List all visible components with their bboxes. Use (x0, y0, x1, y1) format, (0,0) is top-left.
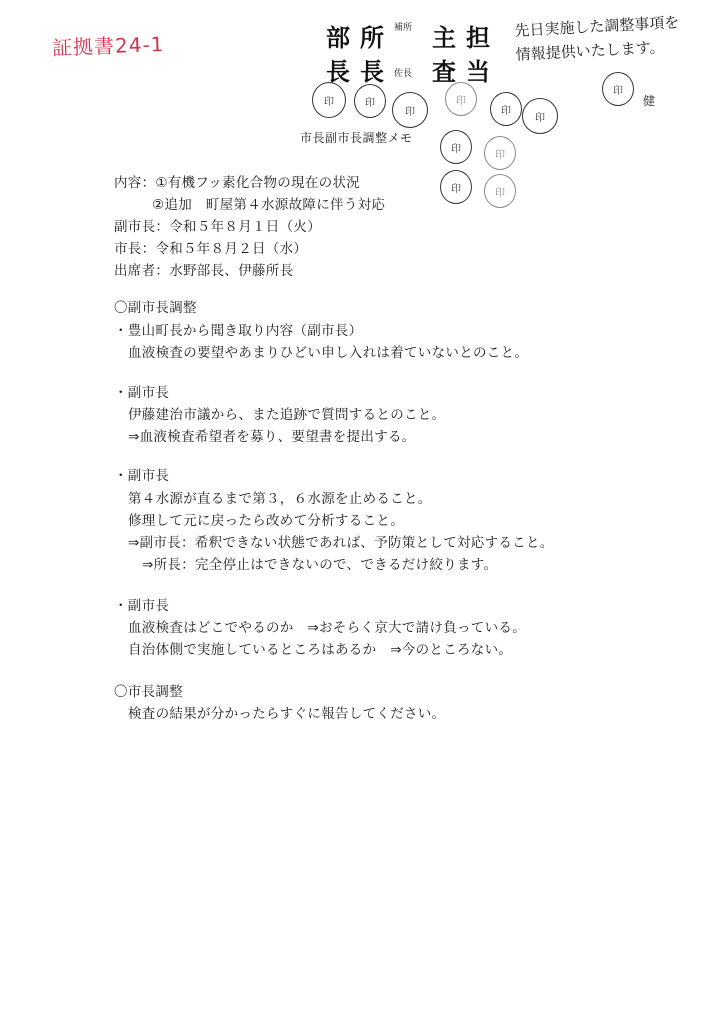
hanko-seal: 印 (445, 82, 477, 116)
section-text: ⇒副市長：希釈できない状態であれば、予防策として対応すること。 (128, 535, 554, 551)
approval-headers (322, 18, 504, 88)
hanko-seal: 印 (440, 130, 472, 164)
header-cho-right: 長 (360, 57, 384, 86)
exhibit-mark: 証拠書24-1 (51, 32, 165, 60)
header-shu: 主 (432, 23, 456, 52)
section-item: ・副市長 (114, 385, 170, 401)
handwritten-note-line: 先日実施した調整事項を (514, 13, 680, 40)
hanko-seal: 印 (484, 136, 516, 170)
content-line-2: ②追加 町屋第４水源故障に伴う対応 (152, 197, 386, 213)
section-text: ⇒所長：完全停止はできないので、できるだけ絞ります。 (142, 557, 498, 573)
hanko-seal: 印 (490, 92, 522, 126)
section-text: 伊藤建治市議から、また追跡で質問するとのこと。 (128, 407, 446, 423)
section-item: ・副市長 (114, 468, 170, 484)
section-text: ⇒血液検査希望者を募り、要望書を提出する。 (128, 429, 416, 445)
section-text: 修理して元に戻ったら改めて分析すること。 (128, 513, 404, 529)
hanko-seal: 印 (354, 84, 386, 118)
attendees: 出席者：水野部長、伊藤所長 (114, 263, 294, 279)
content-line-1: 内容：①有機フッ素化合物の現在の状況 (114, 175, 361, 191)
hanko-seal: 印 (392, 92, 428, 128)
handwritten-note-line: 情報提供いたします。 (515, 38, 665, 64)
header-shuji: 補所 (394, 23, 413, 33)
header-tan: 担 (466, 23, 490, 52)
section-text: 血液検査はどこでやるのか ⇒おそらく京大で請け負っている。 (128, 620, 527, 636)
hanko-seal: 印 (440, 170, 472, 204)
hanko-seal: 印 (602, 72, 634, 106)
section-text: 検査の結果が分かったらすぐに報告してください。 (128, 706, 446, 722)
vice-mayor-date: 副市長：令和５年８月１日（火） (114, 219, 321, 235)
hanko-seal: 印 (522, 98, 558, 134)
section-heading: 〇副市長調整 (114, 300, 197, 316)
header-bu: 部 (326, 23, 350, 52)
header-sho: 所 (360, 23, 384, 52)
section-heading: 〇市長調整 (114, 684, 183, 700)
hanko-seal: 印 (484, 174, 516, 208)
section-text: 第４水源が直るまで第３，６水源を止めること。 (128, 491, 432, 507)
section-text: 血液検査の要望やあまりひどい申し入れは着ていないとのこと。 (128, 345, 529, 361)
header-to: 当 (466, 57, 490, 86)
section-item: ・豊山町長から聞き取り内容（副市長） (114, 323, 363, 339)
section-item: ・副市長 (114, 598, 170, 614)
header-sa: 査 (432, 57, 456, 86)
mayor-date: 市長：令和５年８月２日（水） (114, 241, 308, 257)
section-text: 自治体側で実施しているところはあるか ⇒今のところない。 (128, 642, 513, 658)
handwritten-signature: 健 (643, 94, 656, 108)
document-title: 市長副市長調整メモ (300, 131, 413, 145)
header-sacho: 佐長 (394, 69, 413, 79)
hanko-seal: 印 (312, 82, 346, 118)
handwritten-note (514, 9, 701, 67)
header-cho-left: 長 (326, 57, 350, 86)
